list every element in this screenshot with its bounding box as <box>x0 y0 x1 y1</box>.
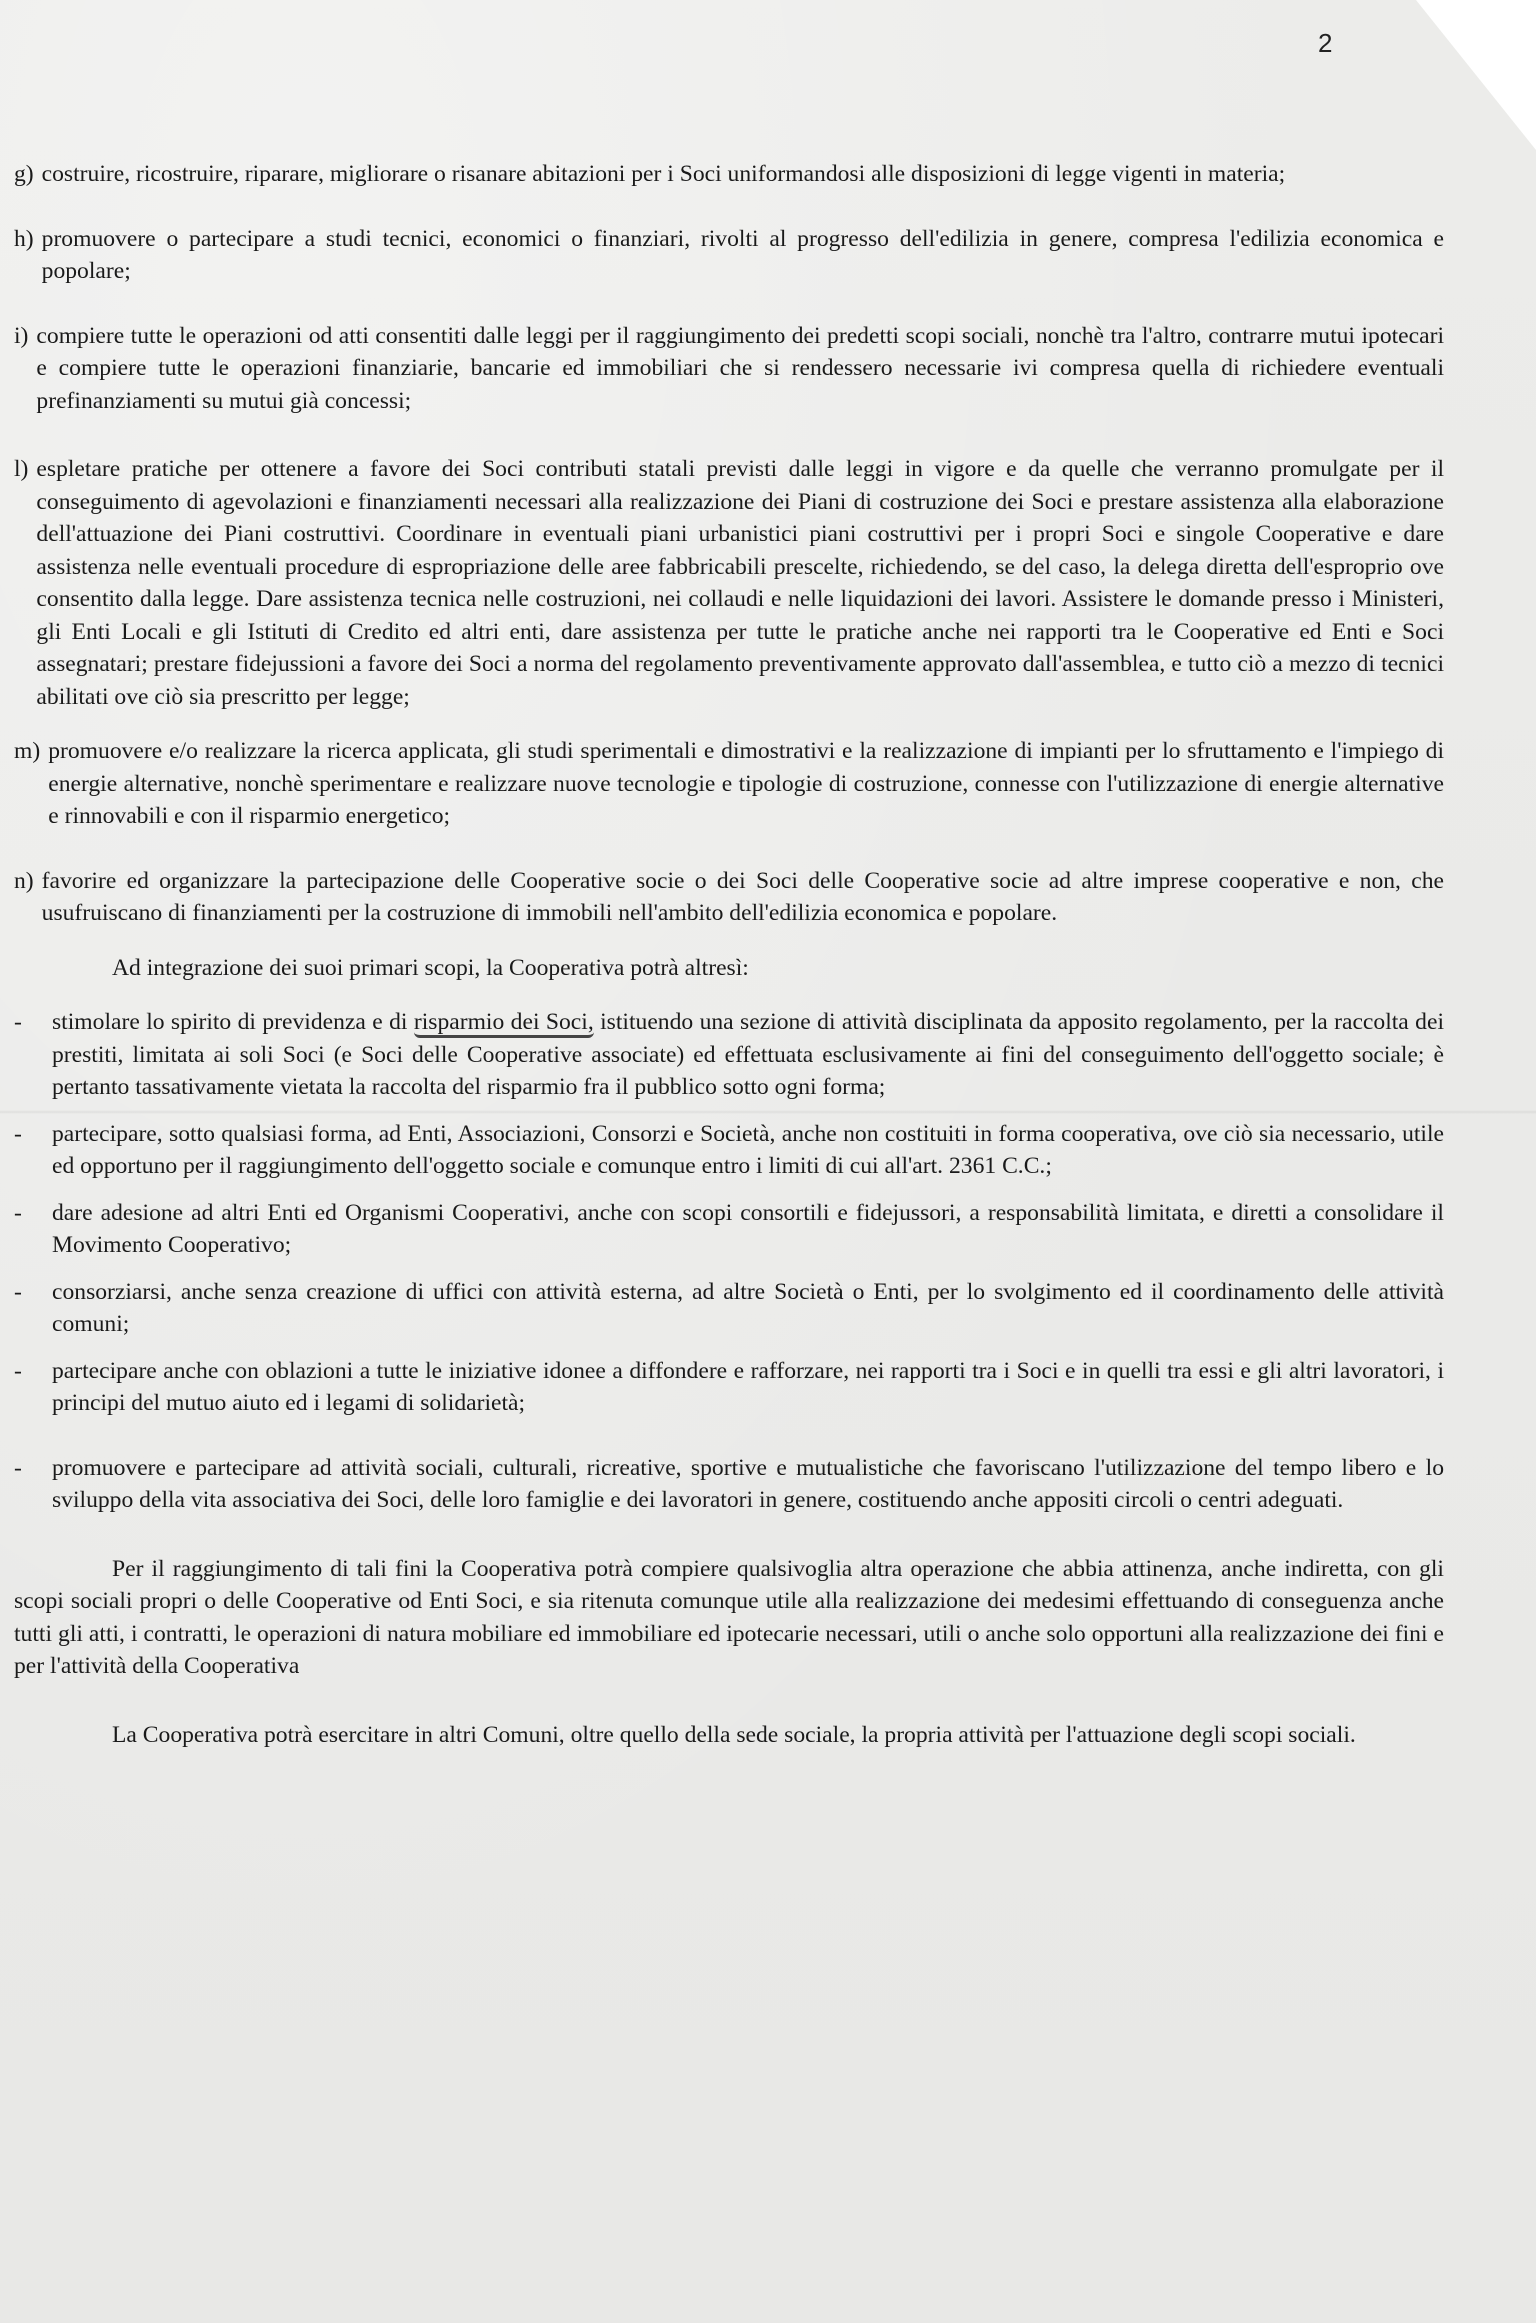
item-text: compiere tutte le operazioni od atti consentiti dalle leggi per il raggiungimento dei predetti scopi sociali, nonchè tra l'altro, contrarre mutui ipotecari e compiere tutte le operazioni finanziarie, bancarie ed immobiliari che si rendessero necessarie ivi compresa quella di richiedere eventuali prefinanziamenti su mutui già concessi; <box>36 322 1444 414</box>
dash-item <box>14 1118 1444 1183</box>
document-body <box>14 158 1444 1751</box>
handwritten-underline: risparmio dei Soci, <box>414 1009 594 1038</box>
item-text: promuovere e partecipare ad attività sociali, culturali, ricreative, sportive e mutualistiche che favoriscano l'utilizzazione del tempo libero e lo sviluppo della vita associativa dei Soci, delle loro famiglie e dei lavoratori in genere, costituendo anche appositi circoli o centri adeguati. <box>52 1454 1444 1513</box>
list-item-g <box>14 158 1444 191</box>
text-before: stimolare lo spirito di previdenza e di <box>52 1009 414 1035</box>
item-marker: h) <box>14 225 34 252</box>
dash-item-savings <box>14 1006 1444 1104</box>
item-text: favorire ed organizzare la partecipazione delle Cooperative socie o dei Soci delle Cooperative socie ad altre imprese cooperative e non, che usufruiscano di finanziamenti per la costruzione di immobili nell'ambito dell'edilizia economica e popolare. <box>41 867 1444 926</box>
item-text: promuovere e/o realizzare la ricerca applicata, gli studi sperimentali e dimostrativi e la realizzazione di impianti per lo sfruttamento e l'impiego di energie alternative, nonchè sperimentare e realizzare nuove tecnologie e tipologie di costruzione, connesse con l'utilizzazione di energie alternative e rinnovabili e con il risparmio energetico; <box>48 738 1444 829</box>
list-item-h <box>14 223 1444 288</box>
list-item-i <box>14 320 1444 418</box>
intro-paragraph: Ad integrazione dei suoi primari scopi, la Cooperativa potrà altresì: <box>112 954 749 981</box>
dash-marker: - <box>14 1357 22 1384</box>
item-marker: i) <box>14 322 29 349</box>
dash-item <box>14 1452 1444 1517</box>
item-text: partecipare anche con oblazioni a tutte le iniziative idonee a diffondere e rafforzare, nei rapporti tra i Soci e in quelli tra essi e gli altri lavoratori, i principi del mutuo aiuto ed i legami di solidarietà; <box>52 1357 1444 1416</box>
list-item-m <box>14 735 1444 833</box>
item-marker: g) <box>14 161 34 187</box>
dash-item <box>14 1197 1444 1262</box>
page-number: 2 <box>1318 28 1333 58</box>
closing-paragraph: Per il raggiungimento di tali fini la Cooperativa potrà compiere qualsivoglia altra operazione che abbia attinenza, anche indiretta, con gli scopi sociali propri o delle Cooperative od Enti Soci, e sia ritenuta comunque utile alla realizzazione dei medesimi effettuando di conseguenza anche tutti gli atti, i contratti, le operazioni di natura mobiliare ed immobiliare ed ipotecarie necessari, utili o anche solo opportuni alla realizzazione dei fini e per l'attività della Cooperativa <box>14 1555 1444 1679</box>
closing-paragraph: La Cooperativa potrà esercitare in altri Comuni, oltre quello della sede sociale, la propria attività per l'attuazione degli scopi sociali. <box>112 1721 1356 1748</box>
item-text: consorziarsi, anche senza creazione di uffici con attività esterna, ad altre Società o Enti, per lo svolgimento ed il coordinamento delle attività comuni; <box>52 1278 1444 1337</box>
item-text <box>52 1006 1444 1104</box>
item-marker: l) <box>14 456 29 482</box>
dash-item <box>14 1276 1444 1341</box>
dash-marker: - <box>14 1454 22 1481</box>
item-text: promuovere o partecipare a studi tecnici, economici o finanziari, rivolti al progresso dell'edilizia in genere, compresa l'edilizia economica e popolare; <box>41 225 1444 284</box>
dash-marker: - <box>14 1009 22 1035</box>
list-item-n <box>14 865 1444 930</box>
list-item-l <box>14 453 1444 713</box>
dash-marker: - <box>14 1199 22 1226</box>
folded-corner <box>1416 0 1536 150</box>
item-marker: m) <box>14 738 41 764</box>
item-text: costruire, ricostruire, riparare, migliorare o risanare abitazioni per i Soci uniformandosi alle disposizioni di legge vigenti in materia; <box>41 161 1286 187</box>
item-text: espletare pratiche per ottenere a favore dei Soci contributi statali previsti dalle leggi in vigore e da quelle che verranno promulgate per il conseguimento di agevolazioni e finanziamenti necessari alla realizzazione dei Piani di costruzione dei Soci e prestare assistenza alla elaborazione dell'attuazione dei Piani costruttivi. Coordinare in eventuali piani urbanistici piani costruttivi per i propri Soci e singole Cooperative e dare assistenza nelle eventuali procedure di espropriazione delle aree fabbricabili prescelte, richiedendo, se del caso, la delega diretta dell'esproprio ove consentito dalla legge. Dare assistenza tecnica nelle costruzioni, nei collaudi e nelle liquidazioni dei lavori. Assistere le domande presso i Ministeri, gli Enti Locali e gli Istituti di Credito ed altri enti, dare assistenza per tutte le pratiche anche nei rapporti tra le Cooperative ed Enti e Soci assegnatari; prestare fidejussioni a favore dei Soci a norma del regolamento preventivamente approvato dall'assemblea, e tutto ciò a mezzo di tecnici abilitati ove ciò sia prescritto per legge; <box>36 456 1444 710</box>
text-after: istituendo una sezione di attività disciplinata da apposito regolamento, per la raccolta dei prestiti, limitata ai soli Soci (e Soci delle Cooperative associate) ed effettuata esclusivamente ai fini del conseguimento dell'oggetto sociale; è pertanto tassativamente vietata la raccolta del risparmio fra il pubblico sotto ogni forma; <box>52 1009 1444 1100</box>
item-text: dare adesione ad altri Enti ed Organismi Cooperativi, anche con scopi consortili e fidejussori, a responsabilità limitata, e diretti a consolidare il Movimento Cooperativo; <box>52 1199 1444 1258</box>
item-marker: n) <box>14 867 34 894</box>
item-text: partecipare, sotto qualsiasi forma, ad Enti, Associazioni, Consorzi e Società, anche non costituiti in forma cooperativa, ove ciò sia necessario, utile ed opportuno per il raggiungimento dell'oggetto sociale e comunque entro i limiti di cui all'art. 2361 C.C.; <box>52 1120 1444 1179</box>
dash-item <box>14 1355 1444 1420</box>
dash-marker: - <box>14 1120 22 1147</box>
dash-marker: - <box>14 1278 22 1305</box>
